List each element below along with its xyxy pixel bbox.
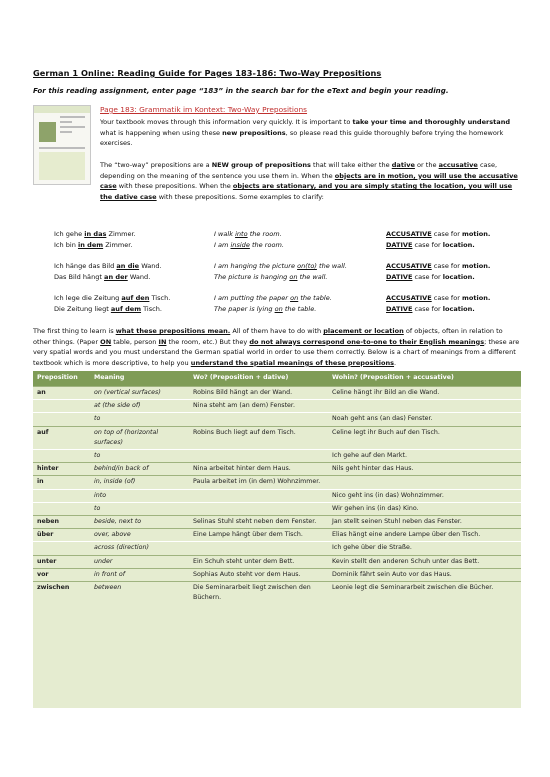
cell-wohin: Ich gehe über die Straße. <box>328 542 521 555</box>
cell-preposition: über <box>33 529 90 542</box>
example-german: Ich hänge das Bild an die Wand. <box>54 262 162 270</box>
header-wohin: Wohin? (Preposition + accusative) <box>328 371 521 387</box>
example-case: DATIVE case for location. <box>386 273 475 281</box>
table-row <box>33 542 521 555</box>
example-german: Ich lege die Zeitung auf den Tisch. <box>54 294 171 302</box>
cell-wohin: Elias hängt eine andere Lampe über den Tisch. <box>328 529 521 542</box>
cell-preposition: zwischen <box>33 582 90 605</box>
cell-preposition: an <box>33 387 90 400</box>
page-title: German 1 Online: Reading Guide for Pages 183-186: Two-Way Prepositions <box>33 68 382 78</box>
example-english: I am putting the paper on the table. <box>214 294 332 302</box>
table-row <box>33 387 521 400</box>
table-row <box>33 463 521 476</box>
example-german: Die Zeitung liegt auf dem Tisch. <box>54 305 162 313</box>
cell-meaning: in front of <box>90 568 189 581</box>
table-row <box>33 413 521 426</box>
example-german: Ich gehe in das Zimmer. <box>54 230 136 238</box>
cell-meaning: over, above <box>90 529 189 542</box>
cell-preposition: in <box>33 476 90 489</box>
intro-paragraph-2: The “two-way” prepositions are a NEW group of prepositions that will take either the dative or the accusative case, depending on the meaning of the sentence you use them in. When the objects are in motion, you will use the accusative case with these prepositions. When the objects are stationary, and you are simply stating the location, you will use the dative case with these prepositions. Some examples to clarify: <box>100 161 518 201</box>
cell-meaning: to <box>90 450 189 463</box>
example-english: I am inside the room. <box>214 241 284 249</box>
cell-meaning: on (vertical surfaces) <box>90 387 189 400</box>
example-case: ACCUSATIVE case for motion. <box>386 294 491 302</box>
cell-meaning: in, inside (of) <box>90 476 189 489</box>
cell-wo <box>189 450 328 463</box>
cell-wohin: Celine legt ihr Buch auf den Tisch. <box>328 426 521 449</box>
cell-preposition <box>33 413 90 426</box>
cell-wohin <box>328 400 521 413</box>
example-case: DATIVE case for location. <box>386 241 475 249</box>
cell-preposition: hinter <box>33 463 90 476</box>
cell-wo: Robins Bild hängt an der Wand. <box>189 387 328 400</box>
header-preposition: Preposition <box>33 371 90 387</box>
cell-meaning: between <box>90 582 189 605</box>
cell-wo <box>189 542 328 555</box>
example-german: Das Bild hängt an der Wand. <box>54 273 151 281</box>
cell-wo: Sophias Auto steht vor dem Haus. <box>189 568 328 581</box>
cell-preposition: auf <box>33 426 90 449</box>
cell-meaning: at (the side of) <box>90 400 189 413</box>
cell-wohin: Jan stellt seinen Stuhl neben das Fenster. <box>328 516 521 529</box>
table-row <box>33 426 521 449</box>
cell-meaning: across (direction) <box>90 542 189 555</box>
cell-meaning: into <box>90 489 189 502</box>
cell-wo: Nina steht am (an dem) Fenster. <box>189 400 328 413</box>
cell-preposition <box>33 542 90 555</box>
cell-wo: Eine Lampe hängt über dem Tisch. <box>189 529 328 542</box>
cell-wohin: Dominik fährt sein Auto vor das Haus. <box>328 568 521 581</box>
cell-meaning: beside, next to <box>90 516 189 529</box>
cell-meaning: to <box>90 413 189 426</box>
prepositions-chart <box>33 371 521 708</box>
example-case: DATIVE case for location. <box>386 305 475 313</box>
header-wo: Wo? (Preposition + dative) <box>189 371 328 387</box>
textbook-page-thumbnail <box>33 105 91 185</box>
table-row <box>33 516 521 529</box>
cell-preposition <box>33 400 90 413</box>
prepositions-table <box>33 371 521 604</box>
intro-paragraph-1: Your textbook moves through this information very quickly. It is important to take your time and thoroughly understand what is happening when using these new prepositions, so please read this guide thoroughly before trying the homework exercises. <box>100 118 511 148</box>
cell-wohin <box>328 476 521 489</box>
cell-wo <box>189 502 328 515</box>
table-row <box>33 400 521 413</box>
assignment-instruction: For this reading assignment, enter page “183” in the search bar for the eText and begin your reading. <box>33 86 449 95</box>
cell-wo: Robins Buch liegt auf dem Tisch. <box>189 426 328 449</box>
table-row <box>33 568 521 581</box>
meanings-paragraph: The first thing to learn is what these prepositions mean. All of them have to do with placement or location of objects, often in relation to other things. (Paper ON table, person IN the room, etc.) But they do not always correspond one-to-one to their English meanings; these are very spatial words and you must understand the German spatial world in order to use them correctly. Below is a chart of meanings from a different textbook which is more descriptive, to help you understand the spatial meanings of these prepositions. <box>33 327 520 367</box>
example-german: Ich bin in dem Zimmer. <box>54 241 133 249</box>
cell-preposition: unter <box>33 555 90 568</box>
cell-preposition <box>33 489 90 502</box>
example-case: ACCUSATIVE case for motion. <box>386 262 491 270</box>
table-row <box>33 476 521 489</box>
cell-meaning: behind/in back of <box>90 463 189 476</box>
cell-wohin: Nils geht hinter das Haus. <box>328 463 521 476</box>
table-row <box>33 582 521 605</box>
cell-wohin: Ich gehe auf den Markt. <box>328 450 521 463</box>
cell-wohin: Wir gehen ins (in das) Kino. <box>328 502 521 515</box>
cell-meaning: to <box>90 502 189 515</box>
table-header-row <box>33 371 521 387</box>
example-english: I am hanging the picture on(to) the wall. <box>214 262 347 270</box>
cell-meaning: under <box>90 555 189 568</box>
cell-wohin: Nico geht ins (in das) Wohnzimmer. <box>328 489 521 502</box>
cell-wo: Paula arbeitet im (in dem) Wohnzimmer. <box>189 476 328 489</box>
cell-wohin: Noah geht ans (an das) Fenster. <box>328 413 521 426</box>
table-row <box>33 529 521 542</box>
table-row <box>33 555 521 568</box>
example-case: ACCUSATIVE case for motion. <box>386 230 491 238</box>
table-row <box>33 502 521 515</box>
cell-wo: Ein Schuh steht unter dem Bett. <box>189 555 328 568</box>
cell-wo <box>189 489 328 502</box>
cell-wo: Selinas Stuhl steht neben dem Fenster. <box>189 516 328 529</box>
cell-wohin: Leonie legt die Seminararbeit zwischen die Bücher. <box>328 582 521 605</box>
cell-preposition <box>33 502 90 515</box>
example-english: The picture is hanging on the wall. <box>214 273 328 281</box>
table-row <box>33 489 521 502</box>
cell-wohin: Kevin stellt den anderen Schuh unter das Bett. <box>328 555 521 568</box>
cell-wo: Nina arbeitet hinter dem Haus. <box>189 463 328 476</box>
cell-preposition <box>33 450 90 463</box>
cell-wohin: Celine hängt ihr Bild an die Wand. <box>328 387 521 400</box>
header-meaning: Meaning <box>90 371 189 387</box>
cell-wo <box>189 413 328 426</box>
cell-preposition: vor <box>33 568 90 581</box>
cell-meaning: on top of (horizontal surfaces) <box>90 426 189 449</box>
cell-preposition: neben <box>33 516 90 529</box>
cell-wo: Die Seminararbeit liegt zwischen den Büchern. <box>189 582 328 605</box>
section-heading: Page 183: Grammatik im Kontext: Two-Way Prepositions <box>100 105 308 114</box>
example-english: The paper is lying on the table. <box>214 305 317 313</box>
table-row <box>33 450 521 463</box>
example-english: I walk into the room. <box>214 230 282 238</box>
